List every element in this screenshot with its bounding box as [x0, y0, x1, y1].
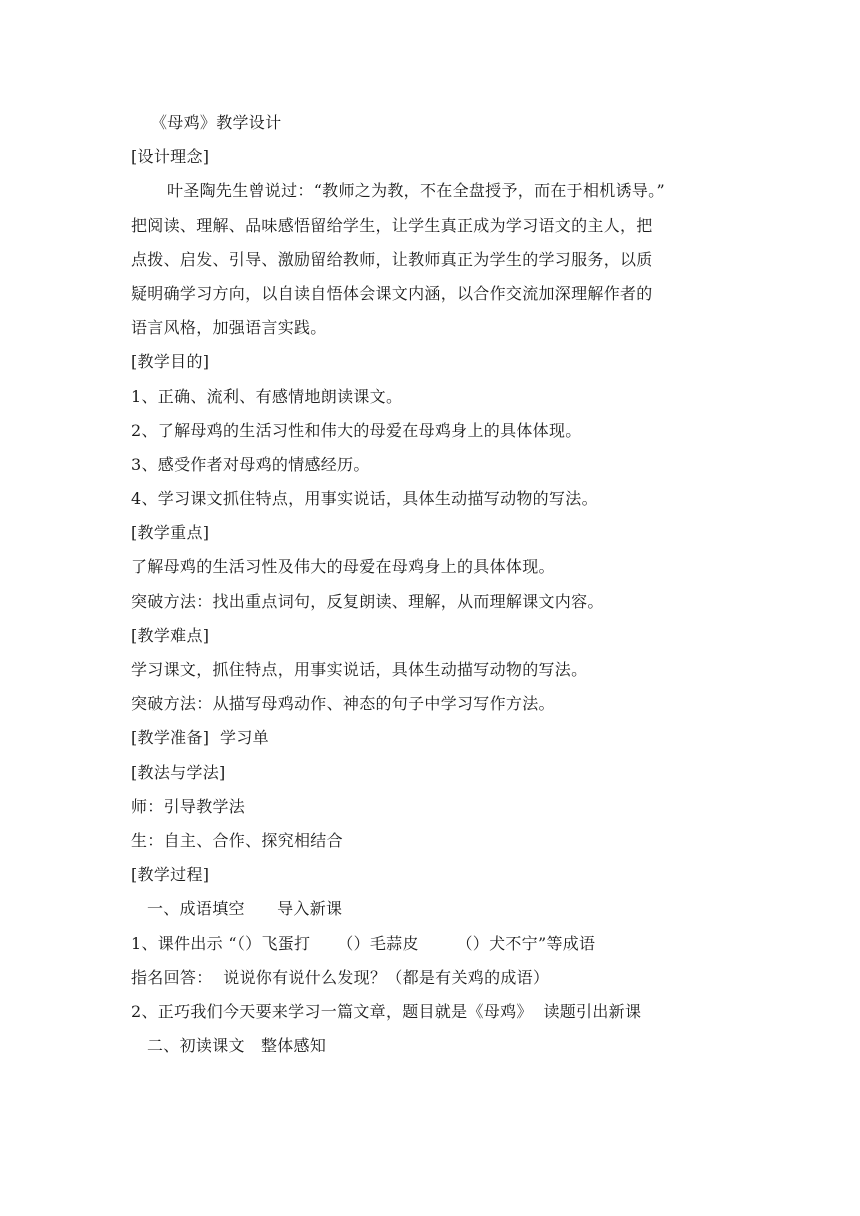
paragraph-line: 叶圣陶先生曾说过：“教师之为教，不在全盘授予，而在于相机诱导。”: [167, 181, 665, 201]
process-step-heading: 二、初读课文 整体感知: [147, 1036, 327, 1056]
section-heading-difficulties: [教学难点]: [131, 625, 210, 645]
paragraph-line: 师：引导教学法: [131, 796, 246, 816]
document-body: [131, 106, 751, 1063]
objective-item: 4、学习课文抓住特点，用事实说话，具体生动描写动物的写法。: [131, 489, 598, 509]
paragraph-line: 突破方法：从描写母鸡动作、神态的句子中学习写作方法。: [131, 694, 555, 714]
paragraph-line: 疑明确学习方向，以自读自悟体会课文内涵，以合作交流加深理解作者的: [131, 283, 653, 303]
objective-item: 2、了解母鸡的生活习性和伟大的母爱在母鸡身上的具体体现。: [131, 420, 582, 440]
paragraph-line: 突破方法：找出重点词句，反复朗读、理解，从而理解课文内容。: [131, 591, 604, 611]
section-heading-design-concept: [设计理念]: [131, 147, 210, 167]
paragraph-line: 了解母鸡的生活习性及伟大的母爱在母鸡身上的具体体现。: [131, 557, 555, 577]
section-heading-objectives: [教学目的]: [131, 352, 210, 372]
process-item: 指名回答： 说说你有说什么发现？（都是有关鸡的成语）: [131, 967, 550, 987]
process-step-heading: 一、成语填空 导入新课: [147, 899, 343, 919]
process-item: 1、课件出示 “（）飞蛋打 （）毛蒜皮 （）犬不宁”等成语: [131, 933, 596, 953]
paragraph-line: 生：自主、合作、探究相结合: [131, 830, 343, 850]
document-title: 《母鸡》教学设计: [151, 113, 282, 132]
objective-item: 1、正确、流利、有感情地朗读课文。: [131, 386, 403, 406]
section-heading-process: [教学过程]: [131, 865, 210, 885]
paragraph-line: 把阅读、理解、品味感悟留给学生，让学生真正成为学习语文的主人，把: [131, 215, 653, 235]
paragraph-line: 点拨、启发、引导、激励留给教师，让教师真正为学生的学习服务，以质: [131, 249, 653, 269]
process-item: 2、正巧我们今天要来学习一篇文章，题目就是《母鸡》 读题引出新课: [131, 1001, 642, 1021]
section-heading-preparation: [教学准备] 学习单: [131, 728, 269, 748]
section-heading-key-points: [教学重点]: [131, 523, 210, 543]
paragraph-line: 学习课文，抓住特点，用事实说话，具体生动描写动物的写法。: [131, 660, 588, 679]
paragraph-line: 语言风格，加强语言实践。: [131, 318, 327, 338]
section-heading-methods: [教法与学法]: [131, 762, 226, 782]
objective-item: 3、感受作者对母鸡的情感经历。: [131, 454, 370, 474]
